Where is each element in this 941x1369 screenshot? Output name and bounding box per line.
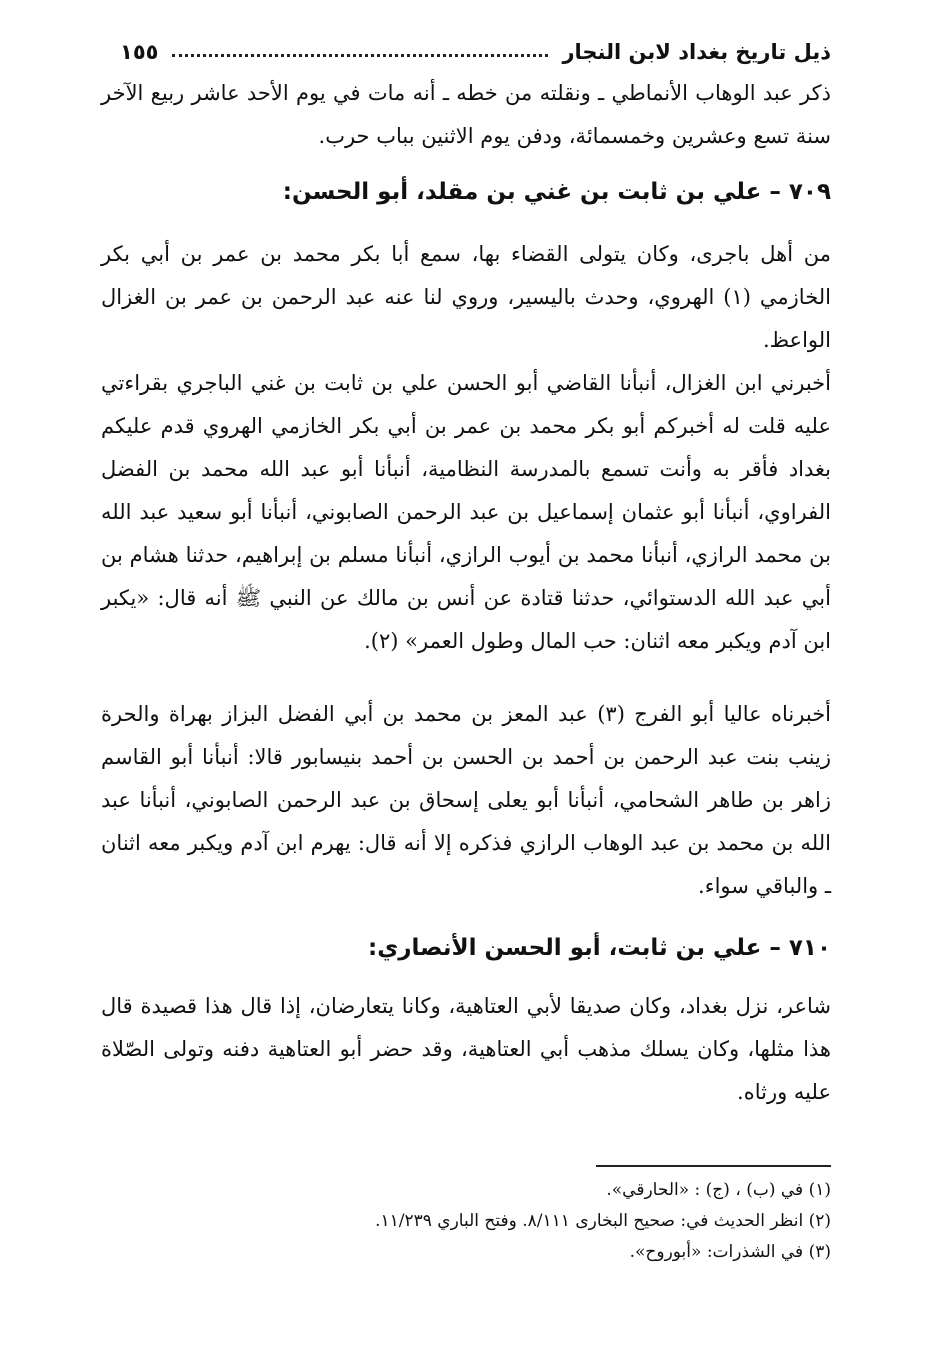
header-leader-dots — [172, 54, 548, 57]
paragraph-entry-709-bio: من أهل باجرى، وكان يتولى القضاء بها، سمع أبا بكر محمد بن عمر بن أبي بكر الخازمي (١) الهروي، وحدث باليسير، وروي لنا عنه عبد الرحمن بن عمر بن الغزال الواعظ. — [101, 242, 831, 352]
running-header — [120, 30, 831, 64]
book-title: ذيل تاريخ بغداد لابن النجار — [562, 40, 831, 64]
footnote-separator — [596, 1165, 831, 1167]
footnote-1: (١) في (ب) ، (ج) : «الحارقي». — [606, 1180, 831, 1200]
footnote-3: (٣) في الشذرات: «أبوروح». — [629, 1242, 831, 1262]
entry-heading-710: ٧١٠ – علي بن ثابت، أبو الحسن الأنصاري: — [368, 935, 831, 961]
paragraph-entry-710-bio: شاعر، نزل بغداد، وكان صديقا لأبي العتاهية، وكانا يتعارضان، إذا قال هذا قصيدة قال هذا مثلها، وكان يسلك مذهب أبي العتاهية، وقد حضر أبو العتاهية دفنه وتولى الصّلاة عليه ورثاه. — [101, 994, 831, 1104]
paragraph-entry-709-alt-isnad: أخبرناه عاليا أبو الفرج (٣) عبد المعز بن محمد بن أبي الفضل البزاز بهراة والحرة زينب بنت عبد الرحمن بن أحمد بن الحسن بن أحمد بنيسابور قالا: أنبأنا أبو القاسم زاهر بن طاهر الشحامي، أنبأنا أبو يعلى إسحاق بن عبد الرحمن الصابوني، أنبأنا عبد الله بن محمد بن عبد الوهاب الرازي فذكره إلا أنه قال: يهرم ابن آدم ويكبر معه اثنان ـ والباقي سواء. — [101, 702, 832, 898]
page-number: ١٥٥ — [120, 40, 159, 64]
entry-heading-709: ٧٠٩ – علي بن ثابت بن غني بن مقلد، أبو الحسن: — [282, 179, 831, 205]
paragraph-entry-709-hadith: أخبرني ابن الغزال، أنبأنا القاضي أبو الحسن علي بن ثابت بن غني الباجري بقراءتي عليه قلت له أخبركم أبو بكر محمد بن عمر بن أبي بكر الخازمي الهروي قدم عليكم بغداد فأقر به وأنت تسمع بالمدرسة النظامية، أنبأنا أبو عبد الله محمد بن الفضل الفراوي، أنبأنا أبو عثمان إسماعيل بن عبد الرحمن الصابوني، أنبأنا أبو سعيد عبد الله بن محمد الرازي، أنبأنا محمد بن أيوب الرازي، أنبأنا مسلم بن إبراهيم، حدثنا هشام بن أبي عبد الله الدستوائي، حدثنا قتادة عن أنس بن مالك عن النبي ﷺ أنه قال: «يكبر ابن آدم ويكبر معه اثنان: حب المال وطول العمر» (٢). — [101, 371, 831, 653]
paragraph-continuation: ذكر عبد الوهاب الأنماطي ـ ونقلته من خطه ـ أنه مات في يوم الأحد عاشر ربيع الآخر سنة تسع وعشرين وخمسمائة، ودفن يوم الاثنين بباب حرب. — [101, 81, 831, 148]
footnotes — [101, 1175, 831, 1268]
footnote-2: (٢) انظر الحديث في: صحيح البخارى ٨/١١١. وفتح الباري ١١/٢٣٩. — [375, 1211, 831, 1231]
